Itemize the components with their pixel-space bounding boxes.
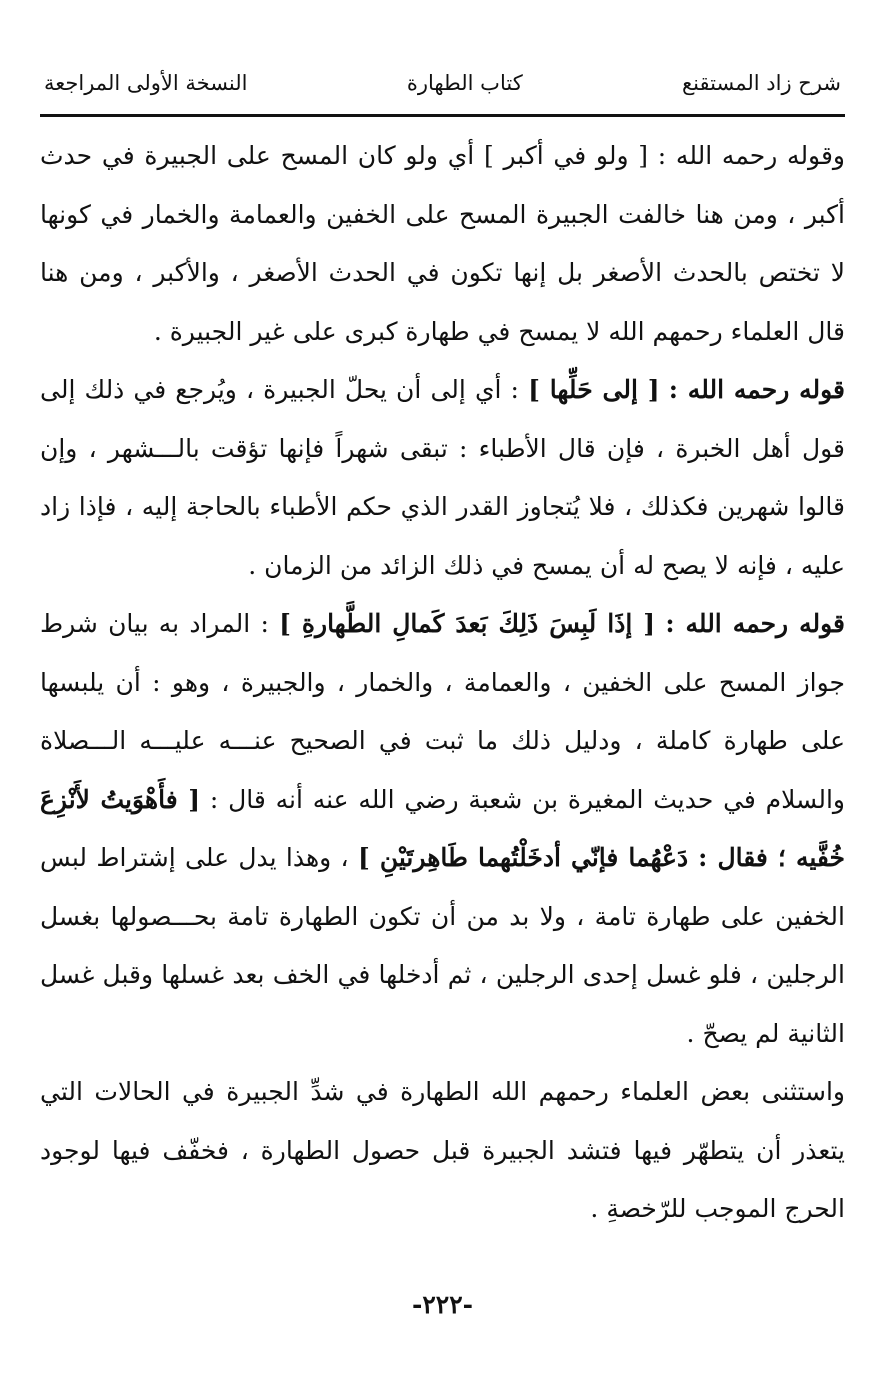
paragraph-text: واستثنى بعض العلماء رحمهم الله الطهارة في شدِّ الجبيرة في الحالات التي يتعذر أن يتطهّر فيها فتشد الجبيرة قبل حصول الطهارة ، فخفّف فيها لوجود الحرج الموجب للرّخصةِ . <box>40 1077 845 1223</box>
paragraph-text-continued: ، وهذا يدل على إشتراط لبس الخفين على طهارة تامة ، ولا بد من أن تكون الطهارة تامة بحـــصولها بغسل الرجلين ، فلو غسل إحدى الرجلين ، ثم أدخلها في الخف بعد غسلها وقبل غسل الثانية لم يصحّ . <box>40 843 845 1048</box>
page <box>40 60 845 1239</box>
header-divider <box>40 114 845 117</box>
paragraph-1 <box>40 127 845 361</box>
body-text <box>40 127 845 1239</box>
paragraph-4 <box>40 1063 845 1239</box>
paragraph-lead: قوله رحمه الله : <box>668 375 846 404</box>
book-title: شرح زاد المستقنع <box>682 71 841 95</box>
hadith-quote: [ فأَهْوَيتُ لأَنْزِعَ خُفَّيه ؛ فقال : دَعْهُما فإنّي أدخَلْتُهما طَاهِرتَيْنِ ] <box>40 784 845 872</box>
page-number: -٢٢٢- <box>411 1290 474 1319</box>
paragraph-2 <box>40 361 845 595</box>
quoted-text: [ إذَا لَبِسَ ذَلِكَ بَعدَ كَمالِ الطَّهارةِ ] <box>279 609 656 638</box>
edition-label: النسخة الأولى المراجعة <box>44 71 248 95</box>
paragraph-3 <box>40 595 845 1063</box>
paragraph-text: وقوله رحمه الله : [ ولو في أكبر ] أي ولو كان المسح على الجبيرة في حدث أكبر ، ومن هنا خالفت الجبيرة المسح على الخفين والعمامة والخمار في كونها لا تختص بالحدث الأصغر بل إنها تكون في الحدث الأصغر ، والأكبر ، ومن هنا قال العلماء رحمهم الله لا يمسح في طهارة كبرى على غير الجبيرة . <box>40 141 845 346</box>
quoted-text: [ إلى حَلِّها ] <box>528 375 660 404</box>
paragraph-text: : أي إلى أن يحلّ الجبيرة ، ويُرجع في ذلك إلى قول أهل الخبرة ، فإن قال الأطباء : تبقى شهراً فإنها تؤقت بالـــشهر ، وإن قالوا شهرين فكذلك ، فلا يُتجاوز القدر الذي حكم الأطباء بالحاجة إليه ، فإذا زاد عليه ، فإنه لا يصح له أن يمسح في ذلك الزائد من الزمان . <box>40 375 845 580</box>
chapter-title: كتاب الطهارة <box>406 71 523 95</box>
paragraph-lead: قوله رحمه الله : <box>665 609 845 638</box>
running-header <box>40 60 845 106</box>
paragraph-text: : المراد به بيان شرط جواز المسح على الخفين ، والعمامة ، والخمار ، والجبيرة ، وهو : أن يلبسها على طهارة كاملة ، ودليل ذلك ما ثبت في الصحيح عنـــه عليـــه الـــصلاة والسلام في حديث المغيرة بن شعبة رضي الله عنه أنه قال : <box>40 609 845 814</box>
